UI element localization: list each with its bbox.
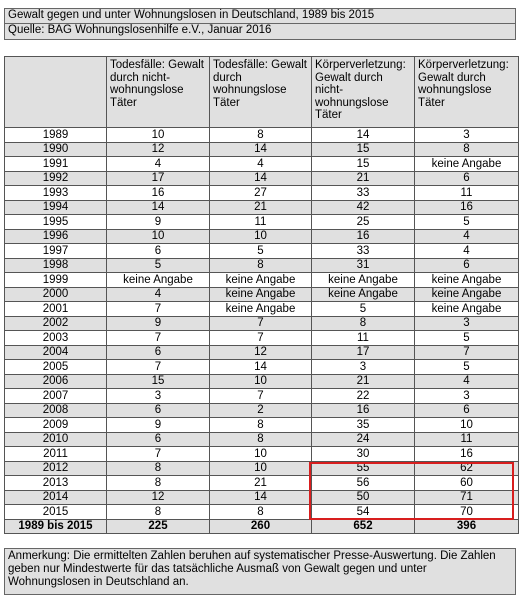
value-cell: 8 [210,258,312,273]
value-cell: keine Angabe [415,157,519,172]
value-cell: 62 [415,461,519,476]
value-cell: 9 [107,418,210,433]
footnote: Anmerkung: Die ermittelten Zahlen beruhen auf systematischer Presse-Auswertung. Die Zahlen geben nur Mindestwerte für das tatsächliche Ausmaß von Gewalt gegen und unter Wohnungslosen in Deutschland an. [4,548,516,595]
value-cell: 21 [312,171,415,186]
violence-statistics-table [4,56,519,534]
value-cell: 8 [415,142,519,157]
year-cell: 1997 [5,244,107,259]
value-cell: 54 [312,505,415,520]
value-cell: 14 [210,360,312,375]
table-row [5,200,519,215]
year-cell: 2004 [5,345,107,360]
value-cell: 2 [210,403,312,418]
total-cell: 260 [210,519,312,534]
year-cell: 1992 [5,171,107,186]
value-cell: 24 [312,432,415,447]
value-cell: 11 [210,215,312,230]
value-cell: 8 [107,476,210,491]
year-cell: 1990 [5,142,107,157]
value-cell: 10 [210,447,312,462]
value-cell: 60 [415,476,519,491]
value-cell: 6 [415,258,519,273]
value-cell: keine Angabe [312,287,415,302]
year-cell: 1996 [5,229,107,244]
value-cell: 5 [312,302,415,317]
value-cell: 8 [210,432,312,447]
value-cell: 12 [107,490,210,505]
column-header-deaths-homeless: Todesfälle: Gewalt durch wohnungslose Täter [210,57,312,128]
value-cell: 8 [210,505,312,520]
year-cell: 2012 [5,461,107,476]
value-cell: 21 [210,476,312,491]
value-cell: 4 [415,229,519,244]
source-line: Quelle: BAG Wohnungslosenhilfe e.V., Januar 2016 [4,24,516,40]
table-row [5,505,519,520]
total-label: 1989 bis 2015 [5,519,107,534]
value-cell: 12 [107,142,210,157]
year-cell: 2002 [5,316,107,331]
table-row [5,186,519,201]
table-row [5,157,519,172]
value-cell: 27 [210,186,312,201]
year-cell: 2015 [5,505,107,520]
table-row [5,360,519,375]
value-cell: 4 [415,374,519,389]
total-cell: 396 [415,519,519,534]
value-cell: 71 [415,490,519,505]
value-cell: 21 [210,200,312,215]
value-cell: 8 [210,128,312,143]
column-header-year [5,57,107,128]
table-row [5,128,519,143]
value-cell: 7 [107,331,210,346]
value-cell: 56 [312,476,415,491]
value-cell: 17 [312,345,415,360]
value-cell: 22 [312,389,415,404]
year-cell: 1989 [5,128,107,143]
table-row [5,273,519,288]
year-cell: 2001 [5,302,107,317]
value-cell: 10 [210,229,312,244]
value-cell: 6 [415,171,519,186]
value-cell: 8 [107,505,210,520]
value-cell: 5 [210,244,312,259]
table-title: Gewalt gegen und unter Wohnungslosen in Deutschland, 1989 bis 2015 [4,8,516,24]
value-cell: 50 [312,490,415,505]
column-header-injury-non-homeless: Körperverletzung: Gewalt durch nicht-wohnungslose Täter [312,57,415,128]
table-row [5,302,519,317]
value-cell: 16 [312,229,415,244]
value-cell: 15 [107,374,210,389]
value-cell: keine Angabe [312,273,415,288]
value-cell: 35 [312,418,415,433]
table-row [5,171,519,186]
value-cell: 30 [312,447,415,462]
value-cell: 8 [312,316,415,331]
total-cell: 225 [107,519,210,534]
value-cell: 7 [210,316,312,331]
table-row [5,215,519,230]
value-cell: 5 [415,215,519,230]
value-cell: 70 [415,505,519,520]
value-cell: 9 [107,316,210,331]
header-row [5,57,519,128]
year-cell: 2000 [5,287,107,302]
value-cell: 16 [312,403,415,418]
value-cell: 3 [415,128,519,143]
value-cell: 15 [312,142,415,157]
value-cell: 3 [415,316,519,331]
value-cell: 10 [210,461,312,476]
value-cell: keine Angabe [415,273,519,288]
value-cell: 6 [107,345,210,360]
column-header-injury-homeless: Körperverletzung: Gewalt durch wohnungslose Täter [415,57,519,128]
value-cell: 14 [210,171,312,186]
value-cell: 31 [312,258,415,273]
table-row [5,447,519,462]
value-cell: 33 [312,186,415,201]
value-cell: keine Angabe [210,302,312,317]
value-cell: 25 [312,215,415,230]
table-row [5,316,519,331]
year-cell: 1998 [5,258,107,273]
value-cell: 3 [415,389,519,404]
value-cell: 10 [107,128,210,143]
value-cell: keine Angabe [107,273,210,288]
year-cell: 1995 [5,215,107,230]
table-row [5,374,519,389]
value-cell: 14 [210,142,312,157]
value-cell: 5 [107,258,210,273]
value-cell: 42 [312,200,415,215]
value-cell: 6 [107,244,210,259]
year-cell: 2003 [5,331,107,346]
year-cell: 2010 [5,432,107,447]
value-cell: 12 [210,345,312,360]
table-row [5,229,519,244]
year-cell: 2007 [5,389,107,404]
value-cell: 14 [107,200,210,215]
year-cell: 2009 [5,418,107,433]
table-row [5,490,519,505]
value-cell: 6 [107,432,210,447]
value-cell: 21 [312,374,415,389]
value-cell: 4 [107,157,210,172]
table-row [5,389,519,404]
year-cell: 2013 [5,476,107,491]
value-cell: 8 [210,418,312,433]
value-cell: 16 [107,186,210,201]
value-cell: 7 [210,389,312,404]
value-cell: 7 [107,447,210,462]
value-cell: 9 [107,215,210,230]
value-cell: 14 [210,490,312,505]
table-row [5,476,519,491]
table-row [5,258,519,273]
value-cell: 10 [107,229,210,244]
year-cell: 1991 [5,157,107,172]
year-cell: 1993 [5,186,107,201]
value-cell: 5 [415,331,519,346]
table-row [5,287,519,302]
value-cell: 7 [210,331,312,346]
value-cell: 14 [312,128,415,143]
table-row [5,403,519,418]
value-cell: 11 [415,186,519,201]
table-row [5,345,519,360]
value-cell: 10 [210,374,312,389]
table-row [5,244,519,259]
year-cell: 2008 [5,403,107,418]
value-cell: 4 [210,157,312,172]
value-cell: 7 [107,302,210,317]
year-cell: 2005 [5,360,107,375]
value-cell: 3 [312,360,415,375]
value-cell: 4 [107,287,210,302]
total-row [5,519,519,534]
value-cell: 55 [312,461,415,476]
year-cell: 2011 [5,447,107,462]
value-cell: keine Angabe [415,287,519,302]
value-cell: 16 [415,447,519,462]
value-cell: 11 [312,331,415,346]
table-row [5,331,519,346]
value-cell: 3 [107,389,210,404]
value-cell: 7 [415,345,519,360]
year-cell: 2014 [5,490,107,505]
value-cell: 33 [312,244,415,259]
value-cell: keine Angabe [210,273,312,288]
value-cell: keine Angabe [210,287,312,302]
year-cell: 1999 [5,273,107,288]
value-cell: 10 [415,418,519,433]
column-header-deaths-non-homeless: Todesfälle: Gewalt durch nicht-wohnungslose Täter [107,57,210,128]
value-cell: 6 [415,403,519,418]
table-row [5,461,519,476]
year-cell: 2006 [5,374,107,389]
value-cell: 16 [415,200,519,215]
table-row [5,142,519,157]
value-cell: 11 [415,432,519,447]
value-cell: 8 [107,461,210,476]
total-cell: 652 [312,519,415,534]
value-cell: 5 [415,360,519,375]
value-cell: 15 [312,157,415,172]
value-cell: keine Angabe [415,302,519,317]
value-cell: 6 [107,403,210,418]
value-cell: 4 [415,244,519,259]
table-row [5,432,519,447]
table-row [5,418,519,433]
year-cell: 1994 [5,200,107,215]
value-cell: 7 [107,360,210,375]
value-cell: 17 [107,171,210,186]
